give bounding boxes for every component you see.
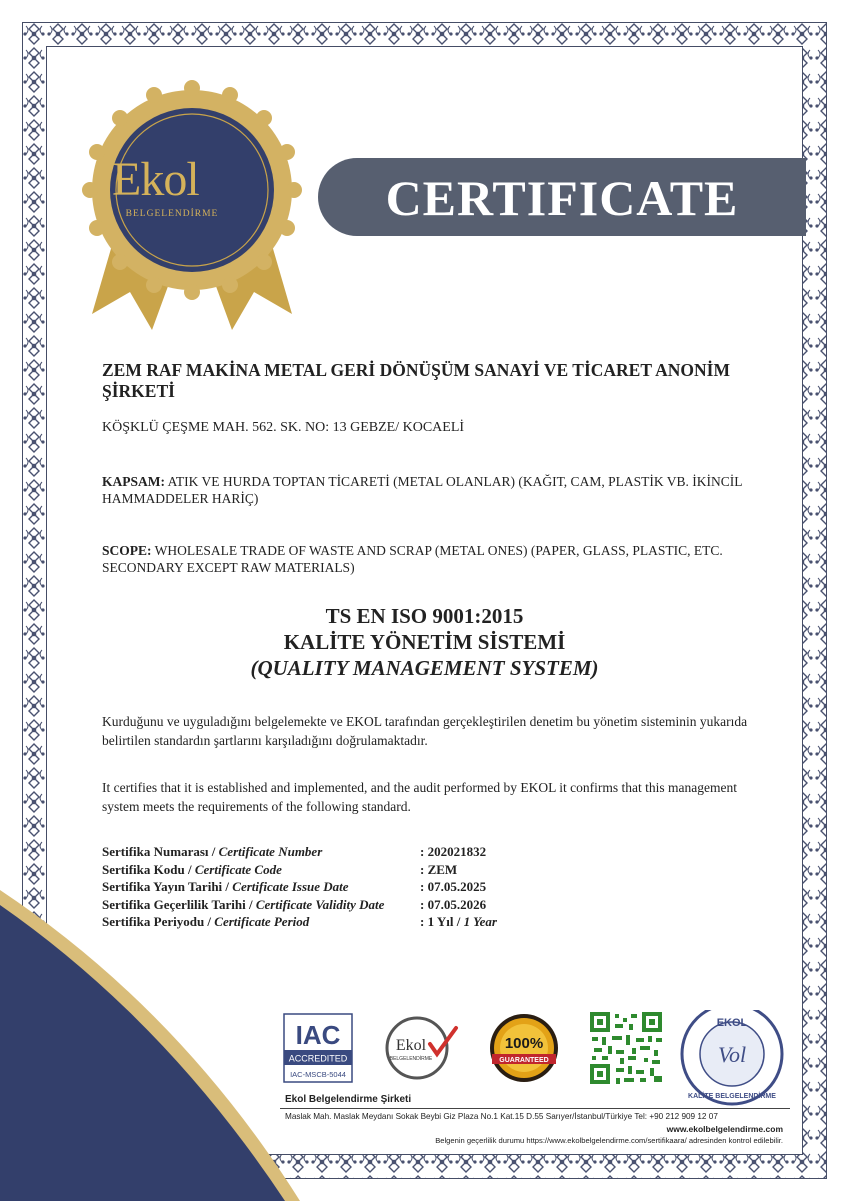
guarantee-seal-icon xyxy=(490,1014,558,1082)
certificate-details xyxy=(102,843,497,931)
footer-divider xyxy=(280,1108,790,1109)
ekol-checkmark-badge xyxy=(387,1018,456,1078)
company-address: KÖŞKLÜ ÇEŞME MAH. 562. SK. NO: 13 GEBZE/ KOCAELİ xyxy=(102,420,465,435)
detail-label-en: Certificate Number xyxy=(218,844,323,859)
detail-row xyxy=(102,861,497,879)
detail-label-en: Certificate Code xyxy=(194,861,282,877)
stamp-bottom-text: KALİTE BELGELENDİRME xyxy=(688,1093,776,1100)
ekol-logo-subtitle: BELGELENDİRME xyxy=(125,209,219,219)
kapsam-text: ATIK VE HURDA TOPTAN TİCARETİ (METAL OLANLAR) (KAĞIT, CAM, PLASTİK VB. İKİNCİL HAMMADDELER HARİÇ) xyxy=(102,474,742,506)
detail-label-tr: Sertifika Geçerlilik Tarihi / xyxy=(102,896,256,912)
standard-code: TS EN ISO 9001:2015 xyxy=(325,604,524,628)
kapsam-section xyxy=(102,473,762,507)
detail-value-en: 1 Year xyxy=(463,914,497,929)
standard-name-en: (QUALITY MANAGEMENT SYSTEM) xyxy=(250,656,599,680)
statement-en: It certifies that it is established and implemented, and the audit performed by EKOL it confirms that this management system meets the requirements of the following standard. xyxy=(102,780,737,814)
iac-code: IAC-MSCB-5044 xyxy=(290,1070,346,1079)
detail-row xyxy=(102,843,497,861)
detail-row xyxy=(102,878,497,896)
standard-name-tr: KALİTE YÖNETİM SİSTEMİ xyxy=(283,630,566,654)
stamp-signature: Vol xyxy=(717,1042,747,1067)
iac-accredited-label: ACCREDITED xyxy=(288,1053,348,1064)
footer-validity-note: Belgenin geçerlilik durumu https://www.ekolbelgelendirme.com/sertifikaara/ adresinden kontrol edilebilir. xyxy=(435,1136,783,1145)
ekol-mark-subtitle: BELGELENDİRME xyxy=(389,1056,433,1062)
iac-accreditation-badge xyxy=(284,1014,352,1082)
detail-row xyxy=(102,896,497,914)
detail-value: : 07.05.2025 xyxy=(420,879,487,894)
rosette-seal-icon xyxy=(72,78,312,338)
qr-code-icon xyxy=(590,1012,662,1084)
detail-label-en: Certificate Validity Date xyxy=(255,896,385,912)
detail-value: : 1 Yıl / xyxy=(420,914,464,929)
ekol-stamp-icon xyxy=(682,1010,782,1104)
ekol-logo-text: Ekol xyxy=(112,153,199,206)
detail-label-en: Certificate Period xyxy=(214,914,310,929)
detail-row xyxy=(102,913,497,931)
banner-title: CERTIFICATE xyxy=(385,170,739,226)
certificate-banner xyxy=(318,158,806,236)
detail-label-tr: Sertifika Numarası / xyxy=(102,844,219,859)
detail-value: : ZEM xyxy=(420,861,458,877)
iac-label: IAC xyxy=(295,1020,341,1050)
footer-address: Maslak Mah. Maslak Meydanı Sokak Beybi Giz Plaza No.1 Kat.15 D.55 Sarıyer/İstanbul/Türkiye Tel: +90 212 909 12 07 xyxy=(285,1112,718,1121)
detail-label-tr: Sertifika Kodu / xyxy=(102,861,195,877)
statement-tr: Kurduğunu ve uyguladığını belgelemekte ve EKOL tarafından gerçekleştirilen denetim bu yönetim sisteminin yukarıda belirtilen standardın şartlarını karşıladığını doğrulamaktadır. xyxy=(102,714,748,748)
scope-label: SCOPE: xyxy=(102,543,152,558)
kapsam-label: KAPSAM: xyxy=(102,474,165,489)
guarantee-label: GUARANTEED xyxy=(499,1057,549,1064)
ekol-mark-text: Ekol xyxy=(395,1037,427,1054)
footer-website[interactable]: www.ekolbelgelendirme.com xyxy=(666,1124,783,1134)
scope-text: WHOLESALE TRADE OF WASTE AND SCRAP (METAL ONES) (PAPER, GLASS, PLASTIC, ETC. SECONDARY EXCEPT RAW MATERIALS) xyxy=(102,543,723,575)
detail-label-en: Certificate Issue Date xyxy=(232,879,349,894)
scope-section xyxy=(102,542,762,576)
detail-value: : 202021832 xyxy=(420,844,487,859)
company-name: ZEM RAF MAKİNA METAL GERİ DÖNÜŞÜM SANAYİ VE TİCARET ANONİM ŞİRKETİ xyxy=(102,360,730,401)
footer-company: Ekol Belgelendirme Şirketi xyxy=(285,1094,412,1105)
detail-value: : 07.05.2026 xyxy=(420,896,487,912)
detail-label-tr: Sertifika Yayın Tarihi / xyxy=(102,879,233,894)
guarantee-percent: 100% xyxy=(504,1035,544,1052)
stamp-top-text: EKOL xyxy=(716,1017,748,1029)
detail-label-tr: Sertifika Periyodu / xyxy=(102,914,215,929)
